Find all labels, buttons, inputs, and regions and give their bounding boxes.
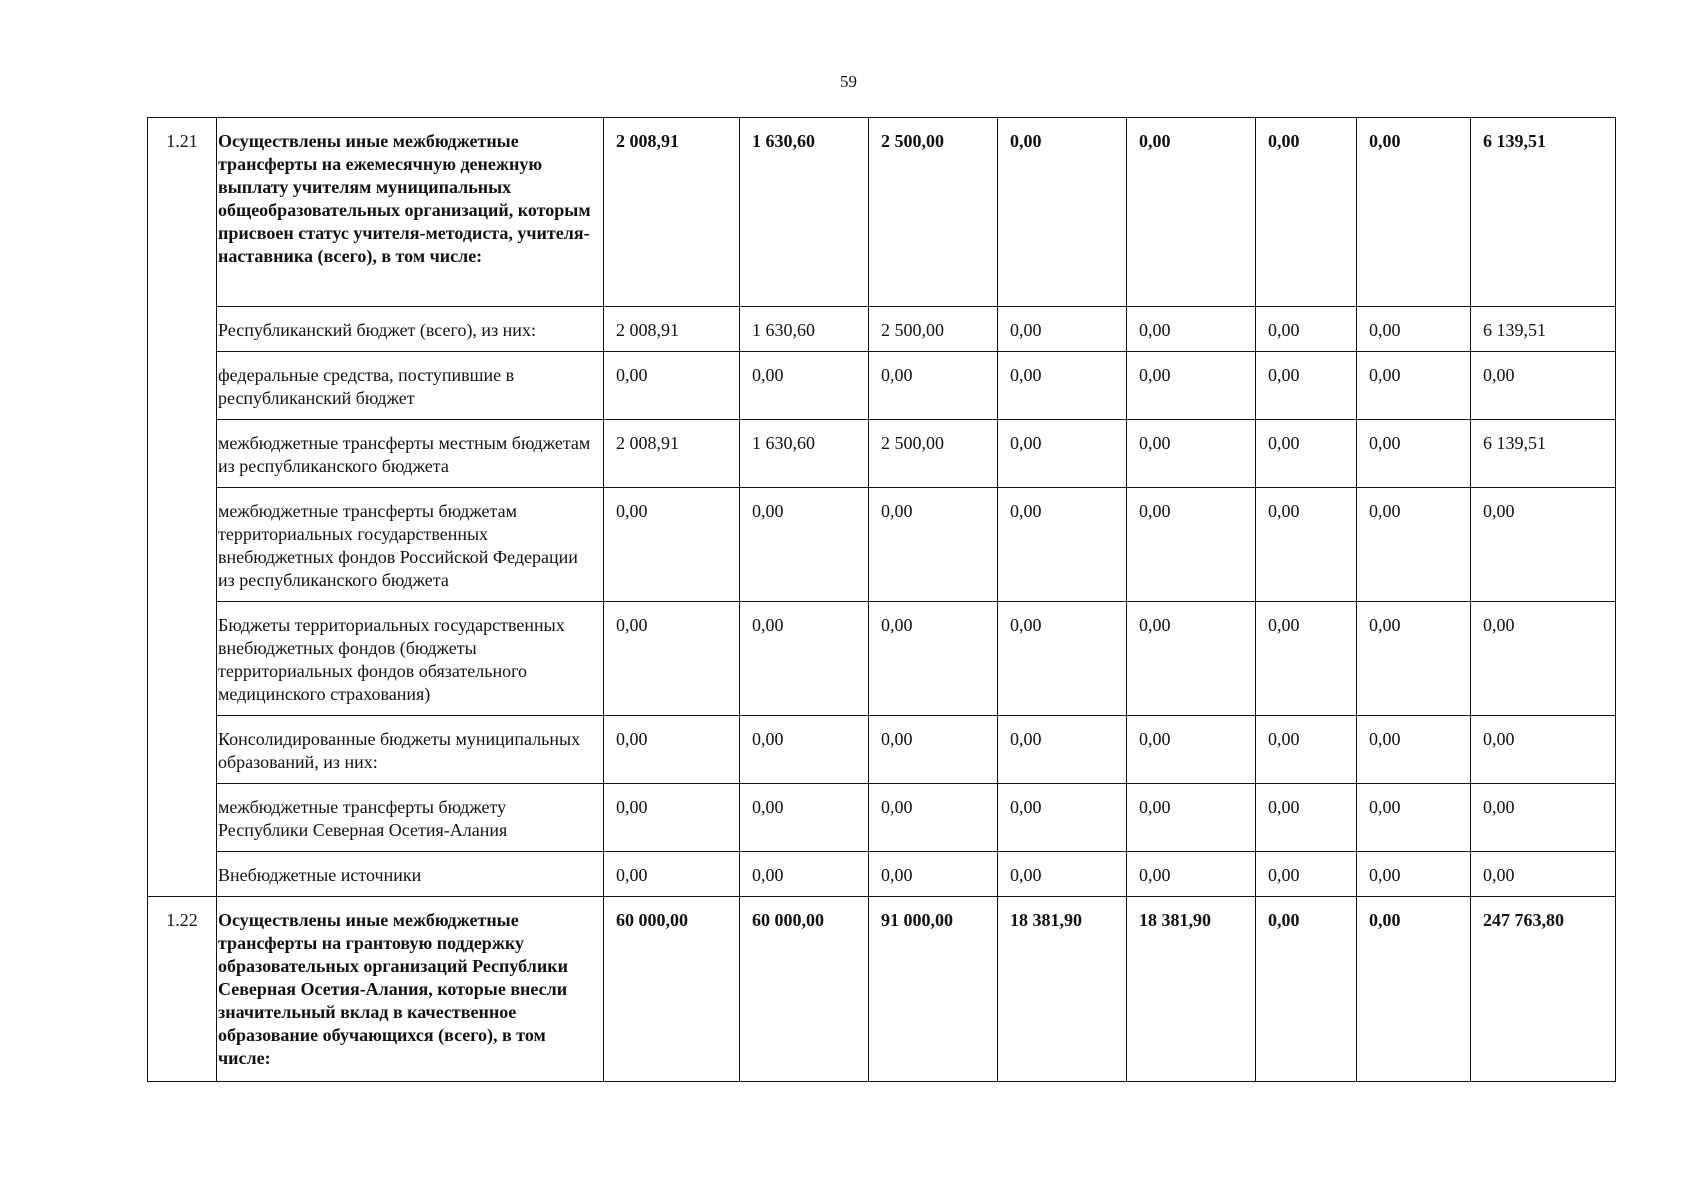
value-cell: 60 000,00: [740, 897, 869, 1082]
budget-table: [147, 117, 1616, 1082]
value-cell: 0,00: [869, 852, 998, 897]
value-cell: 18 381,90: [1127, 897, 1256, 1082]
table-row: [148, 118, 1616, 307]
value-cell: 0,00: [604, 602, 740, 716]
table-row: [148, 716, 1616, 784]
value-cell: 0,00: [1127, 307, 1256, 352]
value-cell: 0,00: [998, 352, 1127, 420]
table-row: [148, 897, 1616, 1082]
value-cell: 0,00: [1357, 897, 1471, 1082]
row-name: Внебюджетные источники: [217, 852, 604, 897]
value-cell: 60 000,00: [604, 897, 740, 1082]
value-cell: 0,00: [1256, 602, 1357, 716]
value-cell: 0,00: [604, 716, 740, 784]
value-cell: 247 763,80: [1471, 897, 1616, 1082]
value-cell: 0,00: [1471, 602, 1616, 716]
value-cell: 6 139,51: [1471, 307, 1616, 352]
row-name: Осуществлены иные межбюджетные трансферты на ежемесячную денежную выплату учителям муниципальных общеобразовательных организаций, которым присвоен статус учителя-методиста, учителя-наставника (всего), в том числе:: [217, 118, 604, 307]
value-cell: 2 500,00: [869, 420, 998, 488]
value-cell: 0,00: [1357, 420, 1471, 488]
value-cell: 0,00: [869, 352, 998, 420]
value-cell: 0,00: [1256, 784, 1357, 852]
table-row: [148, 488, 1616, 602]
row-name: Республиканский бюджет (всего), из них:: [217, 307, 604, 352]
value-cell: 0,00: [604, 852, 740, 897]
row-name: межбюджетные трансферты местным бюджетам из республиканского бюджета: [217, 420, 604, 488]
value-cell: 0,00: [740, 716, 869, 784]
value-cell: 0,00: [1357, 716, 1471, 784]
value-cell: 0,00: [1357, 307, 1471, 352]
value-cell: 0,00: [1256, 716, 1357, 784]
value-cell: 0,00: [1471, 852, 1616, 897]
row-name: Осуществлены иные межбюджетные трансферты на грантовую поддержку образовательных организаций Республики Северная Осетия-Алания, которые внесли значительный вклад в качественное образование обучающихся (всего), в том числе:: [217, 897, 604, 1082]
value-cell: 0,00: [998, 716, 1127, 784]
value-cell: 6 139,51: [1471, 118, 1616, 307]
value-cell: 0,00: [1357, 352, 1471, 420]
value-cell: 0,00: [869, 602, 998, 716]
value-cell: 0,00: [740, 784, 869, 852]
value-cell: 0,00: [1256, 118, 1357, 307]
table-row: [148, 602, 1616, 716]
value-cell: 0,00: [1256, 352, 1357, 420]
table-row: [148, 784, 1616, 852]
value-cell: 0,00: [740, 488, 869, 602]
value-cell: 0,00: [1471, 716, 1616, 784]
value-cell: 0,00: [604, 488, 740, 602]
row-name: федеральные средства, поступившие в республиканский бюджет: [217, 352, 604, 420]
value-cell: 0,00: [1127, 118, 1256, 307]
value-cell: 0,00: [1471, 784, 1616, 852]
value-cell: 0,00: [998, 118, 1127, 307]
value-cell: 0,00: [1127, 852, 1256, 897]
value-cell: 0,00: [869, 488, 998, 602]
value-cell: 0,00: [869, 716, 998, 784]
value-cell: 0,00: [1127, 420, 1256, 488]
table-row: [148, 852, 1616, 897]
value-cell: 18 381,90: [998, 897, 1127, 1082]
value-cell: 0,00: [998, 852, 1127, 897]
value-cell: 0,00: [1256, 307, 1357, 352]
value-cell: 2 500,00: [869, 307, 998, 352]
value-cell: 6 139,51: [1471, 420, 1616, 488]
value-cell: 2 008,91: [604, 118, 740, 307]
value-cell: 0,00: [998, 307, 1127, 352]
row-name: межбюджетные трансферты бюджетам территориальных государственных внебюджетных фондов Российской Федерации из республиканского бюджета: [217, 488, 604, 602]
value-cell: 0,00: [998, 784, 1127, 852]
value-cell: 0,00: [740, 852, 869, 897]
value-cell: 0,00: [1471, 488, 1616, 602]
row-name: межбюджетные трансферты бюджету Республики Северная Осетия-Алания: [217, 784, 604, 852]
value-cell: 2 500,00: [869, 118, 998, 307]
value-cell: 91 000,00: [869, 897, 998, 1082]
value-cell: 0,00: [1357, 488, 1471, 602]
table-row: [148, 420, 1616, 488]
row-name: Бюджеты территориальных государственных внебюджетных фондов (бюджеты территориальных фондов обязательного медицинского страхования): [217, 602, 604, 716]
value-cell: 0,00: [740, 352, 869, 420]
value-cell: 0,00: [998, 602, 1127, 716]
value-cell: 2 008,91: [604, 307, 740, 352]
value-cell: 0,00: [1127, 352, 1256, 420]
value-cell: 1 630,60: [740, 118, 869, 307]
value-cell: 0,00: [1256, 897, 1357, 1082]
value-cell: 0,00: [1357, 784, 1471, 852]
table-row: [148, 352, 1616, 420]
value-cell: 0,00: [604, 784, 740, 852]
value-cell: 0,00: [1127, 716, 1256, 784]
value-cell: 0,00: [1256, 852, 1357, 897]
value-cell: 0,00: [1357, 118, 1471, 307]
value-cell: 0,00: [1127, 602, 1256, 716]
value-cell: 0,00: [1357, 852, 1471, 897]
value-cell: 0,00: [1357, 602, 1471, 716]
value-cell: 0,00: [1127, 784, 1256, 852]
value-cell: 0,00: [998, 488, 1127, 602]
value-cell: 0,00: [998, 420, 1127, 488]
value-cell: 0,00: [1471, 352, 1616, 420]
value-cell: 0,00: [604, 352, 740, 420]
value-cell: 0,00: [740, 602, 869, 716]
page-number: 59: [840, 72, 857, 91]
value-cell: 1 630,60: [740, 307, 869, 352]
value-cell: 1 630,60: [740, 420, 869, 488]
row-name: Консолидированные бюджеты муниципальных образований, из них:: [217, 716, 604, 784]
value-cell: 0,00: [1256, 488, 1357, 602]
value-cell: 0,00: [1127, 488, 1256, 602]
value-cell: 0,00: [1256, 420, 1357, 488]
row-index: 1.21: [148, 118, 217, 897]
row-index: 1.22: [148, 897, 217, 1082]
value-cell: 2 008,91: [604, 420, 740, 488]
table-row: [148, 307, 1616, 352]
value-cell: 0,00: [869, 784, 998, 852]
